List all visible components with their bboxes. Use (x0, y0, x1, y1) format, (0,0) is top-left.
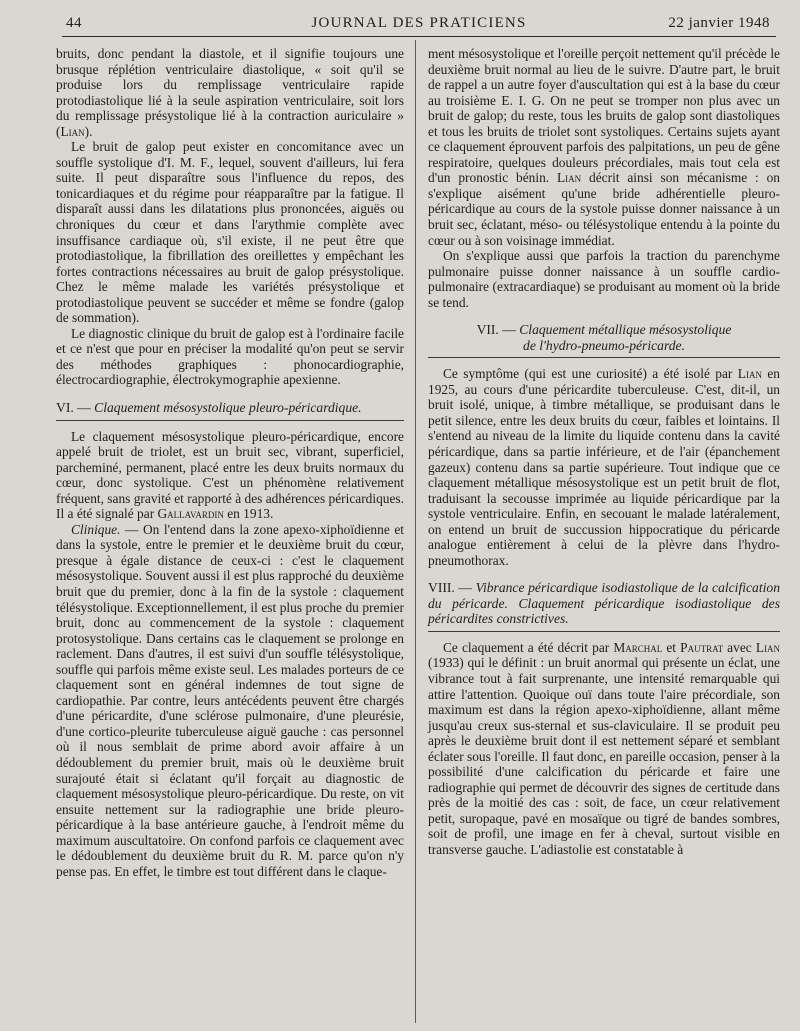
right-column (428, 46, 780, 858)
paragraph: Le claquement mésosystolique pleuro-péricardique, encore appelé bruit de triolet, est un bruit sec, vibrant, superficiel, parcheminé, permanent, placé entre les deux bruits normaux du cœur, donc systolique. C'est un phénomène relativement fréquent, sans gravité et rapporté à des adhérences péricardiques. Il a été signalé par Gallavardin en 1913. (56, 428, 404, 522)
section-title: Vibrance péricardique isodiastolique de la calcification du péricarde. Claquement péricardique isodiastolique des péricardites constrictives. (428, 580, 780, 627)
paragraph: Le diagnostic clinique du bruit de galop est à l'ordinaire facile et ce n'est que pour en préciser la modalité qu'on peut se servir des méthodes graphiques : phonocardiographie, électrocardiographie, électrokymographie apexienne. (56, 325, 404, 388)
paragraph: bruits, donc pendant la diastole, et il signifie toujours une brusque réplétion ventriculaire diastolique, « soit qu'il se produise lors du remplissage ventriculaire rapide protodiastolique lié à la seule aspiration ventriculaire, soit lors du remplissage présystolique lié à la contraction auriculaire » (Lian). (56, 46, 404, 139)
issue-date: 22 janvier 1948 (668, 15, 770, 31)
section-number: VIII. — (428, 580, 473, 596)
section-title: Claquement mésosystolique pleuro-péricardique. (94, 400, 362, 416)
section-heading-vii (428, 322, 780, 358)
author-name: Lian (556, 170, 582, 186)
column-divider (415, 40, 416, 1023)
page-header (62, 12, 776, 37)
section-title-line2: de l'hydro-pneumo-péricarde. (523, 337, 685, 353)
paragraph: Ce claquement a été décrit par Marchal et Pautrat avec Lian (1933) qui le définit : un bruit anormal qui présente un éclat, une vibrance tout à fait surprenante, une intensité remarquable qui attire l'attention. Quoique ouï dans toute l'aire précordiale, son maximum est dans la région apexo-xiphoïdienne, allant même jusqu'au creux sus-sternal et sus-claviculaire. Il se produit peu après le deuxième bruit dont il est nettement séparé et semblant éclater sous l'oreille. Il faut donc, en pareille occasion, penser à la possibilité d'une calcification du péricarde et faire une radiographie qui permet de découvrir des signes de certitude dans près de la moitié des cas : soit, de face, un cœur relativement petit, suropaque, pavé en mosaïque ou tigré de bandes sombres, soit de profil, une image en fer à cheval, surtout visible en transverse gauche. L'adiastolie est constatable à (428, 639, 780, 858)
paragraph: Ce symptôme (qui est une curiosité) a été isolé par Lian en 1925, au cours d'une péricardite tuberculeuse. C'est, dit-il, un bruit isolé, unique, à timbre métallique, se produisant dans le petit silence, entre les deux bruits du cœur, faibles et lointains. Il s'entend au niveau de la limite du liquide contenu dans la cavité péricardique, dans sa partie inférieure, et de l'air (épanchement gazeux) contenu dans sa partie supérieure. Tout indique que ce claquement métallique mésosystolique est un petit bruit de flot, traduisant la secousse imprimée au liquide péricardique par la systole ventriculaire. Enfin, en secouant le malade latéralement, on entend un bruit de succussion hippocratique du péricarde analogue entièrement à celui de la plèvre dans l'hydro-pneumothorax. (428, 366, 780, 568)
author-name: Marchal (613, 639, 663, 655)
paragraph: Le bruit de galop peut exister en concomitance avec un souffle systolique d'I. M. F., lequel, souvent d'ailleurs, lui fera suite. Il peut disparaître sous l'influence du repos, des tonicardiaques et du régime pour réapparaître par la fatigue. Il disparaît aussi dans les dilatations plus prononcées, aiguës ou chroniques du cœur et dans l'arythmie complète avec insuffisance cardiaque où, s'il existe, il ne peut être que protodiastolique, la fibrillation des oreillettes y empêchant les fortes contractions nécessaires au bruit de galop présystolique. Chez le même malade les variétés présystolique et protodiastolique peuvent se succéder et même se fondre (galop de sommation). (56, 139, 404, 326)
subsection-label: Clinique. (71, 521, 121, 537)
author-name: Lian (60, 123, 85, 139)
section-title-line1: Claquement métallique mésosystolique (519, 322, 732, 338)
author-name: Lian (737, 366, 762, 382)
section-number: VI. — (56, 400, 91, 416)
paragraph: Clinique. — On l'entend dans la zone apexo-xiphoïdienne et dans la systole, entre le premier et le deuxième bruit du cœur, presque à égale distance de ceux-ci : c'est le claquement mésosystolique. Souvent aussi il est plus rapproché du deuxième bruit que du premier, donc à la fin de la systole : claquement télésystolique. Exceptionnellement, il est plus proche du premier bruit, donc au commencement de la systole : claquement protosystolique. Dans certains cas le claquement se prolonge en raclement. Dans d'autres, il est suivi d'un souffle télésystolique, souffle qui parfois même existe seul. Les malades porteurs de ce claquement sont en général indemnes de tout signe de cardiopathie. Par contre, leurs antécédents peuvent être chargés d'une péricardite, d'une sclérose pulmonaire, d'une pleurésie, d'une cortico-pleurite tuberculeuse aiguë gauche : cas personnel où il nous semblait de prime abord avoir affaire à un dédoublement du premier bruit, mais où le deuxième bruit surajouté était si éclatant qu'il forçait au diagnostic de claquement mésosystolique pleuro-péricardique. Du reste, on vit ensuite nettement sur la radiographie une bride pleuro-péricardique à la base antérieure gauche, à l'endroit même du maximum auscultatoire. On confond parfois ce claquement avec le dédoublement du deuxième bruit du R. M. parce qu'on n'y pense pas. En effet, le timbre est tout différent dans le claque- (56, 521, 404, 879)
section-number: VII. — (476, 322, 516, 338)
page-number: 44 (66, 15, 82, 31)
paragraph: On s'explique aussi que parfois la traction du parenchyme pulmonaire puisse donner naissance à un souffle cardio-pulmonaire (extracardiaque) se produisant au moment où la bride se tend. (428, 248, 780, 310)
section-heading-vi (56, 400, 404, 421)
author-name: Gallavardin (157, 506, 224, 522)
author-name: Pautrat (680, 639, 724, 655)
author-name: Lian (755, 639, 780, 655)
paragraph: ment mésosystolique et l'oreille perçoit nettement qu'il précède le deuxième bruit normal au lieu de le suivre. D'autre part, le bruit de rappel a un autre foyer d'auscultation qui est à la base du cœur au troisième E. I. G. On ne peut se tromper non plus avec un bruit de galop; du reste, tous les bruits de galop sont diastoliques et tous les bruits de triolet sont systoliques. Certains sujets ayant ce claquement éprouvent parfois des palpitations, un peu de gêne respiratoire, quelques douleurs précordiales, mais tout cela est d'un pronostic bénin. Lian décrit ainsi son mécanisme : on s'explique aisément qu'une bride adhérentielle pleuro-péricardique au cours de la systole puisse donner naissance à un bruit sec, éclatant, méso- ou télésystolique entendu à la pointe du cœur ou à son voisinage immédiat. (428, 46, 780, 248)
section-heading-viii (428, 580, 780, 632)
left-column (56, 46, 404, 879)
journal-title: JOURNAL DES PRATICIENS (311, 15, 527, 31)
